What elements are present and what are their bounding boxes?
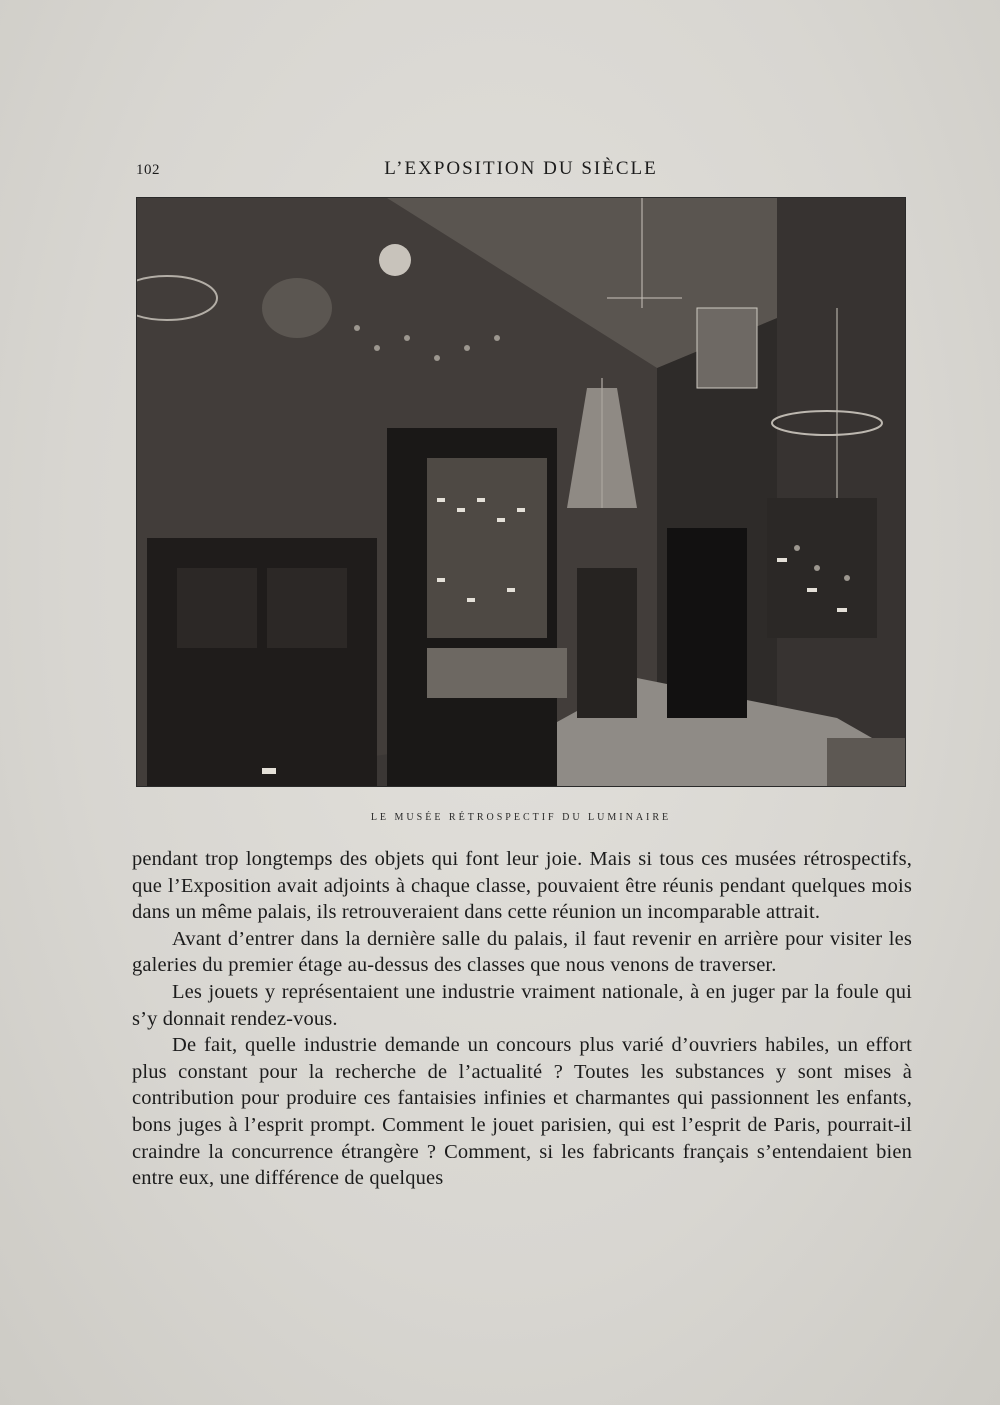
page-number: 102: [136, 162, 160, 178]
museum-photograph: [137, 198, 906, 787]
body-text: [132, 846, 912, 1192]
paragraph: Avant d’entrer dans la dernière salle du palais, il faut revenir en arrière pour visiter les galeries du premier étage au-dessus des classes que nous venons de traverser.: [132, 927, 912, 977]
running-title: L’EXPOSITION DU SIÈCLE: [384, 158, 658, 179]
paragraph: pendant trop longtemps des objets qui font leur joie. Mais si tous ces musées rétrospectifs, que l’Exposition avait adjoints à chaque classe, pouvaient être réunis pendant quelques mois dans un même palais, ils retrouveraient dans cette réunion un incomparable attrait.: [132, 848, 912, 924]
page-header: [136, 158, 906, 184]
photograph-plate: [136, 197, 906, 787]
plate-caption: LE MUSÉE RÉTROSPECTIF DU LUMINAIRE: [370, 812, 672, 823]
paragraph: De fait, quelle industrie demande un concours plus varié d’ouvriers habiles, un effort plus constant pour la recherche de l’actualité ? Toutes les substances y sont mises à contribution pour produire ces fantaisies infinies et charmantes qui passionnent les enfants, bons juges à l’esprit prompt. Comment le jouet parisien, qui est l’esprit de Paris, pourrait-il craindre la concurrence étrangère ? Comment, si les fabricants français s’entendaient bien entre eux, une différence de quelques: [132, 1034, 912, 1190]
paragraph: Les jouets y représentaient une industrie vraiment nationale, à en juger par la foule qui s’y donnait rendez-vous.: [132, 980, 912, 1030]
